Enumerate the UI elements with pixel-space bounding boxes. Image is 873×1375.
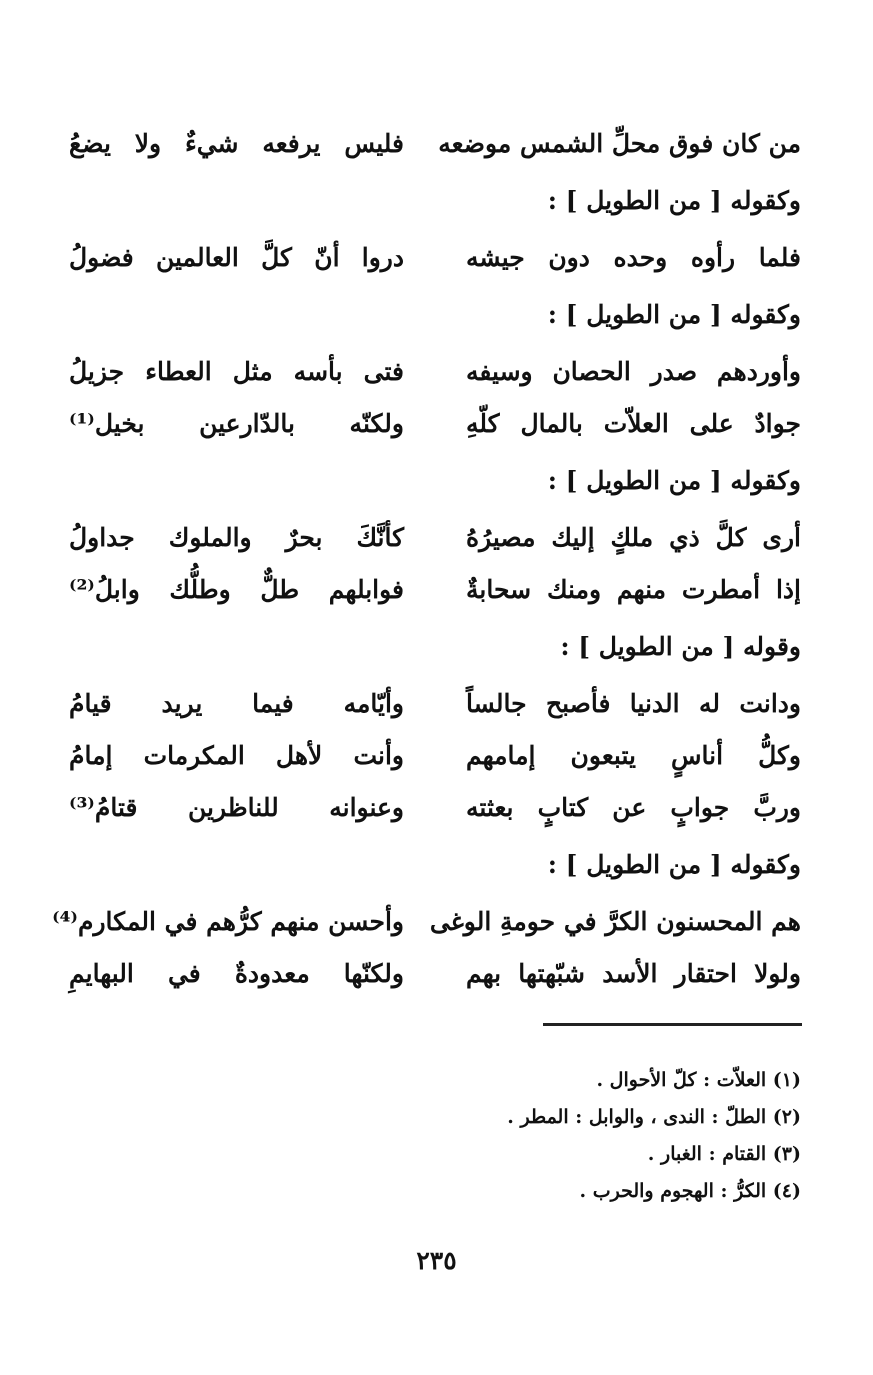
verse-second-hemistich: دروا أنّ كلَّ العالمين فضولُ bbox=[69, 243, 404, 272]
verse-second-hemistich: فليس يرفعه شيءٌ ولا يضعُ bbox=[69, 129, 404, 158]
section-heading: وكقوله [ من الطويل ] : bbox=[547, 186, 801, 215]
footnote: (٤) الكرُّ : الهجوم والحرب . bbox=[579, 1180, 801, 1202]
verse-first-hemistich: من كان فوق محلِّ الشمس موضعه bbox=[438, 129, 801, 158]
section-heading: وكقوله [ من الطويل ] : bbox=[547, 850, 801, 879]
verse-line bbox=[69, 782, 801, 834]
verse-first-hemistich: هم المحسنون الكرَّ في حومةِ الوغى bbox=[429, 907, 801, 936]
verse-second-hemistich: فوابلهم طلٌّ وطلُّك وابلُ⁽²⁾ bbox=[69, 575, 404, 604]
section-heading: وكقوله [ من الطويل ] : bbox=[547, 466, 801, 495]
footnote: (٢) الطلّ : الندى ، والوابل : المطر . bbox=[507, 1106, 801, 1128]
verse-first-hemistich: وربَّ جوابٍ عن كتابٍ بعثته bbox=[466, 793, 801, 822]
verse-line bbox=[69, 948, 801, 1000]
verse-first-hemistich: وكلُّ أناسٍ يتبعون إمامهم bbox=[466, 741, 801, 770]
verse-first-hemistich: ولولا احتقار الأسد شبّهتها بهم bbox=[466, 959, 801, 988]
verse-first-hemistich: جوادٌ على العلاّت بالمال كلّهِ bbox=[466, 409, 801, 438]
section-heading: وكقوله [ من الطويل ] : bbox=[547, 300, 801, 329]
verse-second-hemistich: وأيّامه فيما يريد قيامُ bbox=[69, 689, 404, 718]
verse-line bbox=[69, 118, 801, 170]
verse-second-hemistich: كأنَّكَ بحرٌ والملوك جداولُ bbox=[69, 523, 404, 552]
verse-first-hemistich: فلما رأوه وحده دون جيشه bbox=[466, 243, 801, 272]
verse-line bbox=[69, 512, 801, 564]
verse-second-hemistich: ولكنّه بالدّارعين بخيل⁽¹⁾ bbox=[69, 409, 404, 438]
verse-line bbox=[69, 346, 801, 398]
verse-line bbox=[69, 730, 801, 782]
page-number: ٢٣٥ bbox=[416, 1246, 457, 1275]
poem-body bbox=[52, 118, 801, 1000]
verse-second-hemistich: ولكنّها معدودةٌ في البهايمِ bbox=[69, 959, 404, 988]
verse-second-hemistich: وأنت لأهل المكرمات إمامُ bbox=[69, 741, 404, 770]
verse-second-hemistich: وعنوانه للناظرين قتامُ⁽³⁾ bbox=[69, 793, 404, 822]
verse-line bbox=[52, 896, 801, 948]
verse-line bbox=[69, 678, 801, 730]
section-heading: وقوله [ من الطويل ] : bbox=[560, 632, 801, 661]
verse-first-hemistich: ودانت له الدنيا فأصبح جالساً bbox=[466, 689, 801, 718]
verse-first-hemistich: إذا أمطرت منهم ومنك سحابةٌ bbox=[466, 575, 801, 604]
footnotes bbox=[301, 1062, 801, 1210]
verse-first-hemistich: أرى كلَّ ذي ملكٍ إليك مصيرُهُ bbox=[466, 523, 801, 552]
verse-line bbox=[69, 232, 801, 284]
footnote: (٣) القتام : الغبار . bbox=[647, 1143, 801, 1165]
verse-second-hemistich: وأحسن منهم كرُّهم في المكارم⁽⁴⁾ bbox=[52, 907, 404, 936]
verse-line bbox=[69, 398, 801, 450]
verse-line bbox=[69, 564, 801, 616]
verse-second-hemistich: فتى بأسه مثل العطاء جزيلُ bbox=[69, 357, 404, 386]
footnote: (١) العلاّت : كلّ الأحوال . bbox=[596, 1069, 801, 1091]
verse-first-hemistich: وأوردهم صدر الحصان وسيفه bbox=[466, 357, 801, 386]
footnote-divider bbox=[543, 1023, 802, 1026]
